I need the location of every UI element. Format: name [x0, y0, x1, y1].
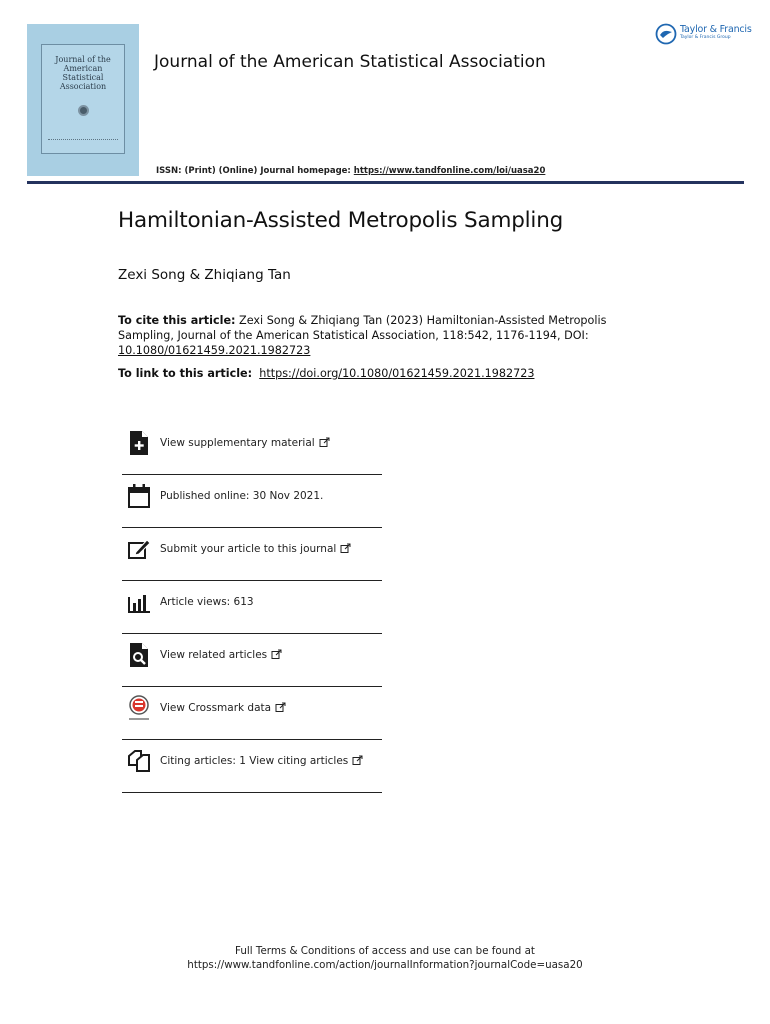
- citing-articles-icon: [127, 748, 151, 774]
- article-title: Hamiltonian-Assisted Metropolis Sampling: [118, 208, 564, 233]
- terms-footer-link[interactable]: https://www.tandfonline.com/action/journalInformation?journalCode=uasa20: [187, 959, 583, 971]
- info-item-label: [160, 649, 282, 661]
- info-item-label: [160, 543, 351, 555]
- cover-title-line: Association: [59, 82, 107, 91]
- edit-pen-icon: [127, 536, 151, 562]
- info-item-submit[interactable]: [122, 528, 382, 581]
- cover-title-line: Statistical: [62, 73, 104, 82]
- search-document-icon: [127, 642, 151, 668]
- info-item-published: [122, 475, 382, 528]
- info-item-label: [160, 702, 286, 714]
- cover-title-line: American: [63, 64, 103, 73]
- supplementary-plus-icon: [127, 430, 151, 456]
- info-item-text: View Crossmark data: [160, 702, 272, 714]
- cover-frame: [41, 44, 125, 154]
- journal-homepage-link[interactable]: https://www.tandfonline.com/loi/uasa20: [353, 166, 546, 176]
- external-link-icon: [340, 543, 351, 554]
- article-doi-url-link[interactable]: https://doi.org/10.1080/01621459.2021.1982723: [259, 367, 535, 380]
- external-link-icon: [271, 649, 282, 660]
- calendar-icon: [127, 483, 151, 509]
- external-link-icon: [275, 702, 286, 713]
- info-item-label: [160, 755, 363, 767]
- crossmark-icon: [127, 695, 151, 721]
- journal-title: Journal of the American Statistical Association: [154, 52, 546, 72]
- info-item-related[interactable]: [122, 634, 382, 687]
- cite-label: To cite this article:: [118, 314, 236, 327]
- citation-block: [118, 313, 618, 358]
- cite-text: Zexi Song & Zhiqiang Tan (2023) Hamiltonian-Assisted Metropolis Sampling, Journal of the American Statistical Association, 118:542, 1176-1194, DOI:: [118, 314, 607, 342]
- external-link-icon: [319, 437, 330, 448]
- header-rule: [27, 181, 744, 184]
- bar-chart-icon: [127, 589, 151, 615]
- cover-title-line: Journal of the: [55, 55, 111, 64]
- info-item-text: View supplementary material: [160, 437, 315, 449]
- publisher-name: Taylor & Francis: [680, 24, 752, 35]
- doi-link[interactable]: 10.1080/01621459.2021.1982723: [118, 344, 311, 357]
- article-authors: Zexi Song & Zhiqiang Tan: [118, 267, 291, 283]
- info-item-label: [160, 437, 330, 449]
- publisher-subtitle: Taylor & Francis Group: [680, 35, 731, 40]
- journal-cover-image: [27, 24, 139, 176]
- publisher-logo-icon: [655, 23, 677, 45]
- issn-line: [156, 166, 545, 176]
- issn-prefix: ISSN: (Print) (Online) Journal homepage:: [156, 166, 354, 176]
- publisher-logo: [655, 22, 752, 46]
- info-item-label: Article views: 613: [160, 596, 254, 608]
- info-item-text: View related articles: [160, 649, 268, 661]
- cover-title: [46, 55, 120, 91]
- info-item-citing[interactable]: [122, 740, 382, 793]
- info-item-views: [122, 581, 382, 634]
- cover-seal-icon: [78, 105, 89, 116]
- info-item-crossmark[interactable]: [122, 687, 382, 740]
- article-link-line: [118, 367, 534, 380]
- info-item-text: Citing articles: 1 View citing articles: [160, 755, 349, 767]
- info-item-label: Published online: 30 Nov 2021.: [160, 490, 324, 502]
- article-info-list: [122, 422, 382, 793]
- link-label: To link to this article:: [118, 367, 253, 380]
- terms-footer: [0, 944, 770, 972]
- info-item-text: Submit your article to this journal: [160, 543, 337, 555]
- terms-footer-line1: Full Terms & Conditions of access and use can be found at: [235, 945, 535, 957]
- external-link-icon: [352, 755, 363, 766]
- cover-footer-line: [48, 139, 118, 141]
- info-item-supplementary[interactable]: [122, 422, 382, 475]
